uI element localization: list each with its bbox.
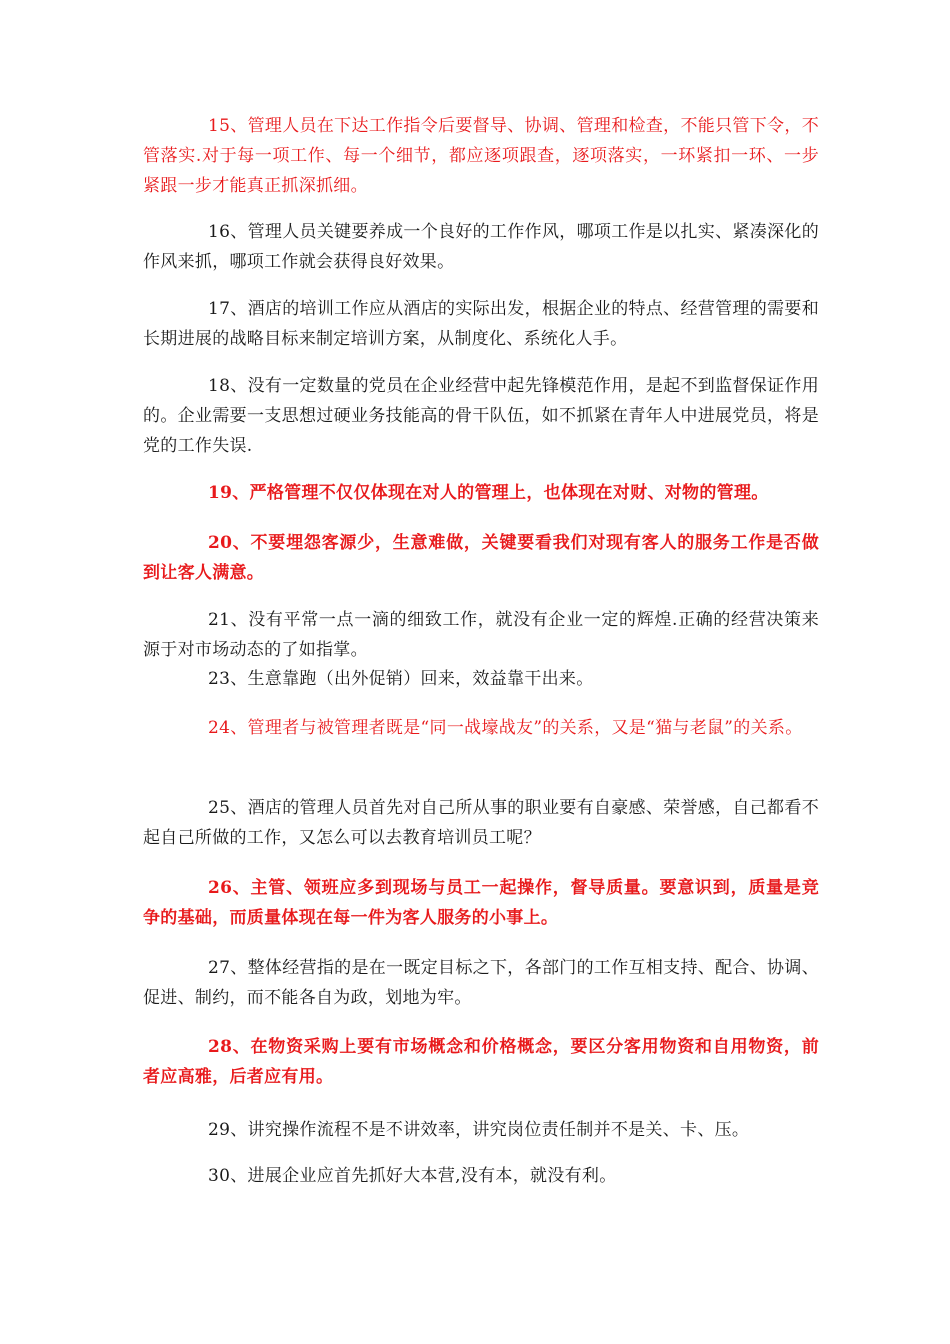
paragraph-29: 29、讲究操作流程不是不讲效率，讲究岗位责任制并不是关、卡、压。 — [208, 1120, 750, 1140]
paragraph-26: 26、主管、领班应多到现场与员工一起操作，督导质量。要意识到，质量是竞争的基础，而质量体现在每一件为客人服务的小事上。 — [143, 878, 819, 928]
paragraph-27: 27、整体经营指的是在一既定目标之下，各部门的工作互相支持、配合、协调、促进、制约，而不能各自为政，划地为牢。 — [143, 958, 819, 1008]
paragraph-30: 30、进展企业应首先抓好大本营,没有本，就没有利。 — [208, 1166, 617, 1186]
paragraph-20: 20、不要埋怨客源少，生意难做，关键要看我们对现有客人的服务工作是否做到让客人满意。 — [143, 533, 819, 583]
paragraph-19: 19、严格管理不仅仅体现在对人的管理上，也体现在对财、对物的管理。 — [208, 483, 769, 503]
paragraph-18: 18、没有一定数量的党员在企业经营中起先锋模范作用，是起不到监督保证作用的。企业需要一支思想过硬业务技能高的骨干队伍，如不抓紧在青年人中进展党员，将是党的工作失误. — [143, 376, 819, 456]
paragraph-24: 24、管理者与被管理者既是“同一战壕战友”的关系，又是“猫与老鼠”的关系。 — [208, 718, 803, 738]
paragraph-23: 23、生意靠跑（出外促销）回来，效益靠干出来。 — [208, 669, 594, 689]
paragraph-17: 17、酒店的培训工作应从酒店的实际出发，根据企业的特点、经营管理的需要和长期进展的战略目标来制定培训方案，从制度化、系统化人手。 — [143, 299, 819, 349]
paragraph-16: 16、管理人员关键要养成一个良好的工作作风，哪项工作是以扎实、紧凑深化的作风来抓，哪项工作就会获得良好效果。 — [143, 222, 819, 272]
paragraph-21: 21、没有平常一点一滴的细致工作，就没有企业一定的辉煌.正确的经营决策来源于对市场动态的了如指掌。 — [143, 610, 819, 660]
paragraph-28: 28、在物资采购上要有市场概念和价格概念，要区分客用物资和自用物资，前者应高雅，后者应有用。 — [143, 1037, 819, 1087]
paragraph-15: 15、管理人员在下达工作指令后要督导、协调、管理和检查，不能只管下令，不管落实.对于每一项工作、每一个细节，都应逐项跟查，逐项落实，一环紧扣一环、一步紧跟一步才能真正抓深抓细。 — [143, 116, 819, 196]
paragraph-25: 25、酒店的管理人员首先对自己所从事的职业要有自豪感、荣誉感，自己都看不起自己所做的工作，又怎么可以去教育培训员工呢？ — [143, 798, 819, 848]
